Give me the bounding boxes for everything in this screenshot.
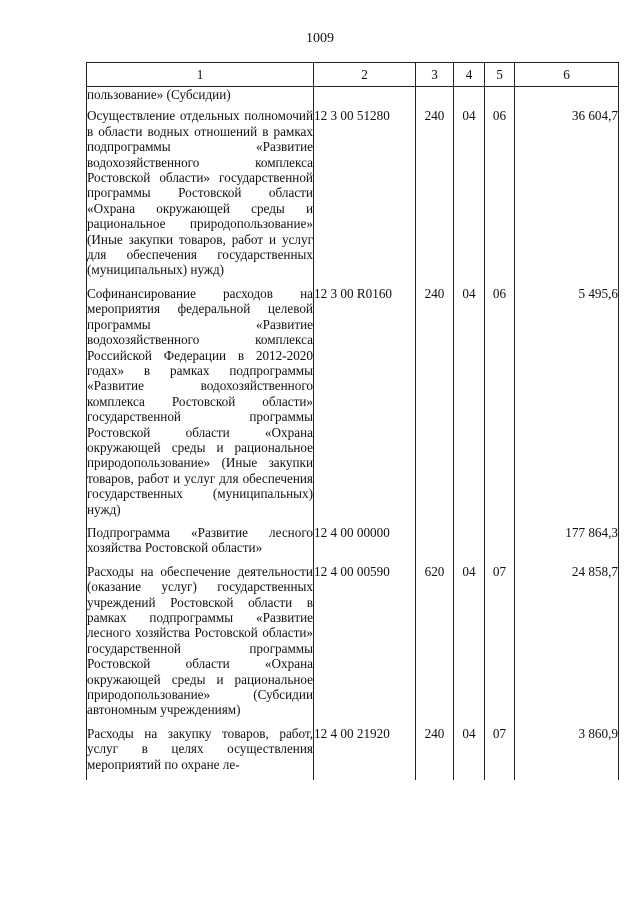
row-description: Расходы на обеспечение деятельности (оказание услуг) государственных учреждений Ростовской области в рамках подпрограммы «Развитие лесного хозяйства Ростовской области» государственной программы Ростовской области «Охрана окружающей среды и рациональное природопользование» (Субсидии автономным учреждениям) (87, 564, 314, 726)
row-col5: 06 (485, 108, 515, 285)
header-col-3: 3 (416, 63, 454, 87)
header-col-1: 1 (87, 63, 314, 87)
table-row (87, 564, 619, 726)
row-amount: 177 864,3 (515, 525, 619, 564)
row-col5 (485, 525, 515, 564)
row-col4: 04 (454, 726, 485, 780)
row-amount: 24 858,7 (515, 564, 619, 726)
row-description: Расходы на закупку товаров, работ, услуг в целях осуществления мероприятий по охране ле- (87, 726, 314, 780)
table-header-row (87, 63, 619, 87)
row-col3: 240 (416, 108, 454, 285)
table-row-continuation (87, 87, 619, 109)
row-amount: 3 860,9 (515, 726, 619, 780)
row-code: 12 4 00 00000 (314, 525, 416, 564)
row-col5: 06 (485, 286, 515, 525)
continuation-description: пользование» (Субсидии) (87, 87, 314, 109)
table-row (87, 108, 619, 285)
row-col5: 07 (485, 726, 515, 780)
header-col-6: 6 (515, 63, 619, 87)
header-col-2: 2 (314, 63, 416, 87)
header-col-5: 5 (485, 63, 515, 87)
row-col3: 240 (416, 286, 454, 525)
row-col5: 07 (485, 564, 515, 726)
header-col-4: 4 (454, 63, 485, 87)
row-amount: 36 604,7 (515, 108, 619, 285)
row-col4 (454, 525, 485, 564)
row-code: 12 3 00 51280 (314, 108, 416, 285)
row-amount: 5 495,6 (515, 286, 619, 525)
row-description: Софинансирование расходов на мероприятия федеральной целевой программы «Развитие водохозяйственного комплекса Российской Федерации в 2012-2020 годах» в рамках подпрограммы «Развитие водохозяйственного комплекса Ростовской области» государственной программы Ростовской области «Охрана окружающей среды и рациональное природопользование» (Иные закупки товаров, работ и услуг для обеспечения государственных (муниципальных) нужд) (87, 286, 314, 525)
page-number: 1009 (306, 31, 334, 46)
row-col3: 240 (416, 726, 454, 780)
row-col4: 04 (454, 286, 485, 525)
row-code: 12 4 00 21920 (314, 726, 416, 780)
budget-table (86, 62, 619, 780)
row-col4: 04 (454, 564, 485, 726)
row-code: 12 3 00 R0160 (314, 286, 416, 525)
row-code: 12 4 00 00590 (314, 564, 416, 726)
row-description: Подпрограмма «Развитие лесного хозяйства Ростовской области» (87, 525, 314, 564)
table-row (87, 726, 619, 780)
row-col4: 04 (454, 108, 485, 285)
table-row (87, 286, 619, 525)
row-description: Осуществление отдельных полномочий в области водных отношений в рамках подпрограммы «Развитие водохозяйственного комплекса Ростовской области» государственной программы Ростовской области «Охрана окружающей среды и рациональное природопользование» (Иные закупки товаров, работ и услуг для обеспечения государственных (муниципальных) нужд) (87, 108, 314, 285)
row-col3: 620 (416, 564, 454, 726)
table-row (87, 525, 619, 564)
row-col3 (416, 525, 454, 564)
